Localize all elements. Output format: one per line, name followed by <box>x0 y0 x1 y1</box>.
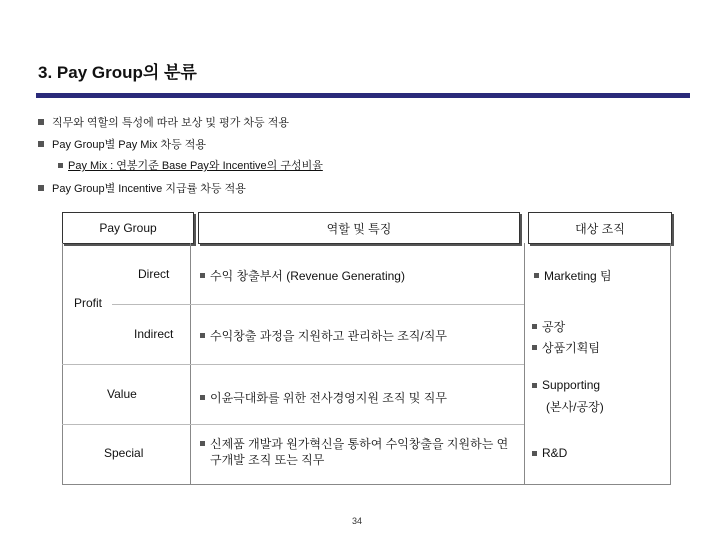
org-cell: Supporting <box>532 378 600 392</box>
square-bullet-icon <box>38 119 44 125</box>
org-cell: R&D <box>532 446 567 460</box>
header-pay-group: Pay Group <box>62 212 194 244</box>
pay-group-value: Value <box>107 387 137 401</box>
bullet-text: Pay Group별 Pay Mix 차등 적용 <box>52 139 206 151</box>
org-cell-sub: (본사/공장) <box>546 400 604 414</box>
row-divider <box>62 364 524 365</box>
role-cell: 신제품 개발과 원가혁신을 통하여 수익창출을 지원하는 연구개발 조직 또는 직무 <box>200 436 516 468</box>
square-bullet-icon <box>38 141 44 147</box>
bullet-item <box>38 136 206 152</box>
row-divider <box>62 424 524 425</box>
bullet-item <box>38 180 246 196</box>
square-bullet-icon <box>532 345 537 350</box>
sub-bullet-item <box>58 157 323 173</box>
page-number: 34 <box>352 516 363 526</box>
org-cell: 상품기획팀 <box>532 339 600 356</box>
square-bullet-icon <box>532 324 537 329</box>
square-bullet-icon <box>532 383 537 388</box>
table-right-border <box>670 243 671 485</box>
role-cell: 이윤극대화를 위한 전사경영지원 조직 및 직무 <box>200 389 447 406</box>
title-divider <box>36 93 690 98</box>
role-cell: 수익 창출부서 (Revenue Generating) <box>200 267 405 284</box>
header-target-org: 대상 조직 <box>528 212 672 244</box>
square-bullet-icon <box>534 273 539 278</box>
profit-label: Profit <box>74 296 103 310</box>
square-bullet-icon <box>532 451 537 456</box>
square-bullet-icon <box>200 273 205 278</box>
page-title: 3. Pay Group의 분류 <box>38 63 197 82</box>
square-bullet-icon <box>200 441 205 446</box>
org-cell: Marketing 팀 <box>534 267 612 284</box>
square-bullet-icon <box>200 395 205 400</box>
column-divider <box>524 243 525 485</box>
pay-group-special: Special <box>104 446 144 460</box>
square-bullet-icon <box>38 185 44 191</box>
square-bullet-icon <box>200 333 205 338</box>
row-divider <box>112 304 524 305</box>
org-cell: 공장 <box>532 318 565 335</box>
square-bullet-icon <box>58 163 63 168</box>
pay-group-indirect: Indirect <box>134 327 174 341</box>
bullet-text: Pay Group별 Incentive 지급률 차등 적용 <box>52 183 246 195</box>
bullet-text: 직무와 역할의 특성에 따라 보상 및 평가 차등 적용 <box>52 117 289 129</box>
table-bottom-border <box>62 484 671 485</box>
bullet-text: Pay Mix : 연봉기준 Base Pay와 Incentive의 구성비율 <box>68 160 323 172</box>
bullet-item <box>38 114 289 130</box>
role-cell: 수익창출 과정을 지원하고 관리하는 조직/직무 <box>200 327 447 344</box>
header-role: 역할 및 특징 <box>198 212 520 244</box>
pay-group-direct: Direct <box>138 267 170 281</box>
